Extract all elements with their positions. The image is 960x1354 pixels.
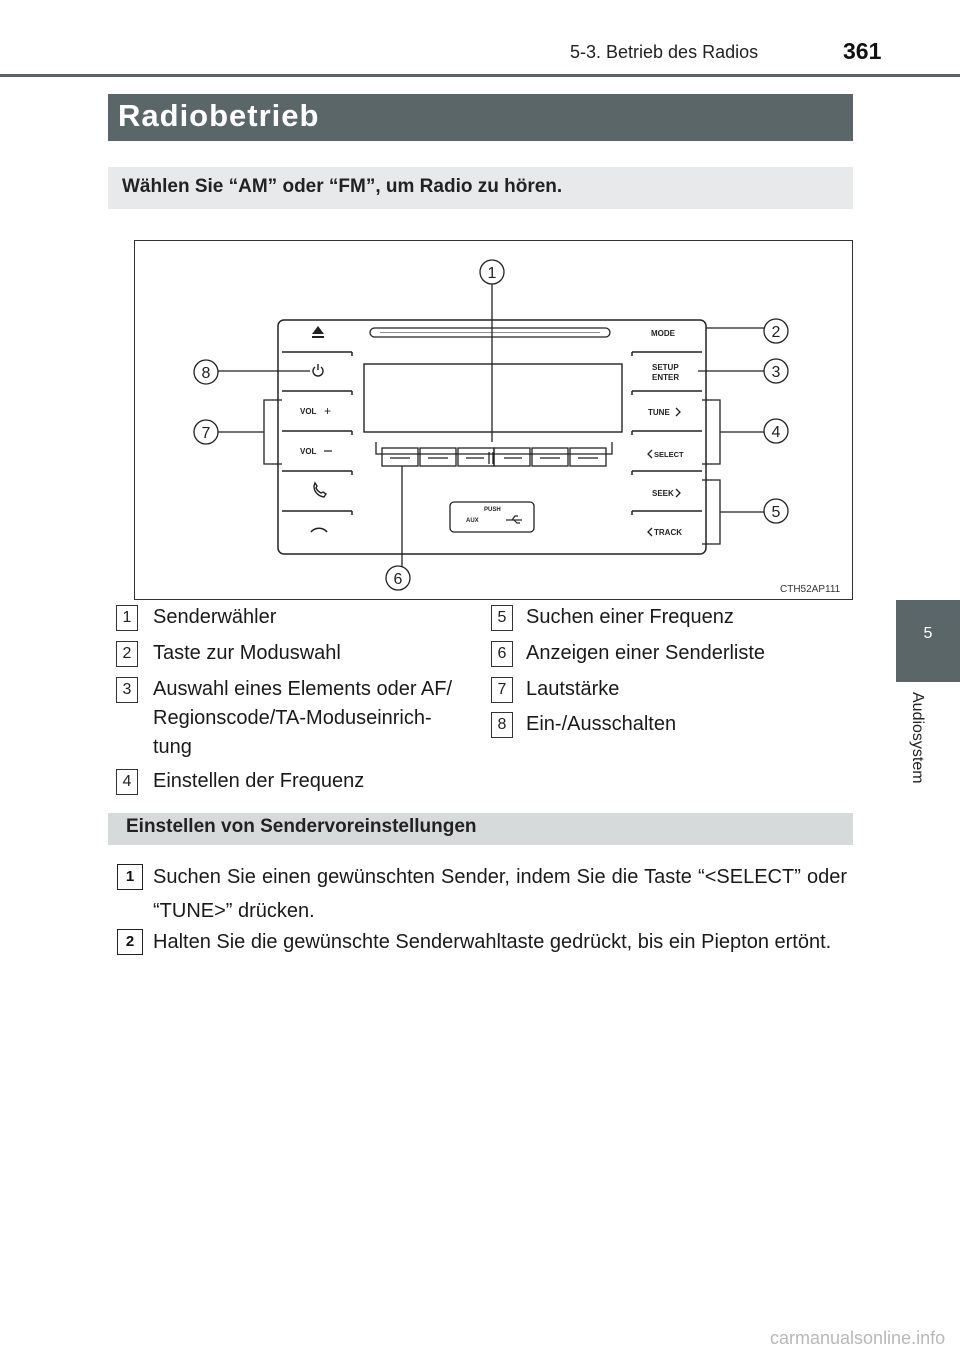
step-num-2: 2 — [117, 929, 143, 955]
chapter-number: 5 — [923, 625, 933, 642]
mode-label: MODE — [651, 329, 675, 338]
legend-text-8: Ein-/Ausschalten — [526, 713, 677, 735]
chapter-label: Audiosystem — [909, 692, 926, 784]
legend-text-3: Auswahl eines Elements oder AF/ Regionscode/TA-Moduseinrich- tung — [153, 678, 453, 758]
legend-text-5: Suchen einer Frequenz — [526, 606, 734, 628]
svg-text:2: 2 — [771, 324, 781, 341]
svg-text:5: 5 — [771, 504, 781, 521]
svg-text:3: 3 — [771, 364, 781, 381]
figure-code: CTH52AP111 — [780, 584, 841, 595]
legend-text-2: Taste zur Moduswahl — [153, 642, 341, 664]
callout-7 — [194, 420, 218, 444]
legend-num-4: 4 — [116, 769, 138, 795]
step-num-1: 1 — [117, 864, 143, 890]
enter-label: ENTER — [652, 373, 680, 382]
svg-text:7: 7 — [201, 425, 211, 442]
legend-num-3: 3 — [116, 677, 138, 703]
page-title: Radiobetrieb — [118, 98, 320, 133]
subsection-title: Einstellen von Sendervoreinstellungen — [126, 816, 477, 837]
callout-2 — [764, 319, 788, 343]
legend-text-1: Senderwähler — [153, 606, 277, 628]
setup-label: SETUP — [652, 363, 679, 372]
tune-label: TUNE — [648, 408, 670, 417]
step-text-2: Halten Sie die gewünschte Senderwahltaste gedrückt, bis ein Piepton ertönt. — [153, 931, 832, 953]
legend-text-7: Lautstärke — [526, 678, 620, 700]
header-rule — [0, 74, 960, 77]
vol-plus-label: VOL — [300, 407, 317, 416]
intro-text: Wählen Sie “AM” oder “FM”, um Radio zu hören. — [122, 176, 563, 197]
track-label: TRACK — [654, 528, 682, 537]
legend-num-6: 6 — [491, 641, 513, 667]
legend-num-7: 7 — [491, 677, 513, 703]
legend-num-1: 1 — [116, 605, 138, 631]
svg-text:1: 1 — [487, 265, 497, 282]
section-title: 5-3. Betrieb des Radios — [570, 42, 759, 62]
step-text-1: Suchen Sie einen gewünschten Sender, indem Sie die Taste “<SELECT” oder “TUNE>” drücken. — [153, 866, 847, 922]
callout-4 — [764, 419, 788, 443]
callout-3 — [764, 359, 788, 383]
display — [364, 364, 622, 432]
page-number: 361 — [843, 38, 882, 64]
callout-5 — [764, 499, 788, 523]
callout-6 — [386, 566, 410, 590]
svg-text:8: 8 — [201, 365, 211, 382]
select-label: SELECT — [654, 450, 684, 459]
push-label: PUSH — [484, 507, 501, 513]
watermark: carmanualsonline.info — [770, 1328, 946, 1348]
legend-text-6: Anzeigen einer Senderliste — [526, 642, 766, 664]
plus-icon: + — [324, 404, 332, 418]
svg-text:6: 6 — [393, 571, 403, 588]
seek-label: SEEK — [652, 489, 674, 498]
legend-num-2: 2 — [116, 641, 138, 667]
callout-1 — [480, 260, 504, 284]
callout-8 — [194, 360, 218, 384]
radio-diagram — [134, 240, 851, 598]
aux-label: AUX — [466, 518, 479, 524]
legend-text-4: Einstellen der Frequenz — [153, 770, 365, 792]
legend-num-8: 8 — [491, 712, 513, 738]
svg-text:4: 4 — [771, 424, 781, 441]
vol-minus-label: VOL — [300, 447, 317, 456]
legend-num-5: 5 — [491, 605, 513, 631]
